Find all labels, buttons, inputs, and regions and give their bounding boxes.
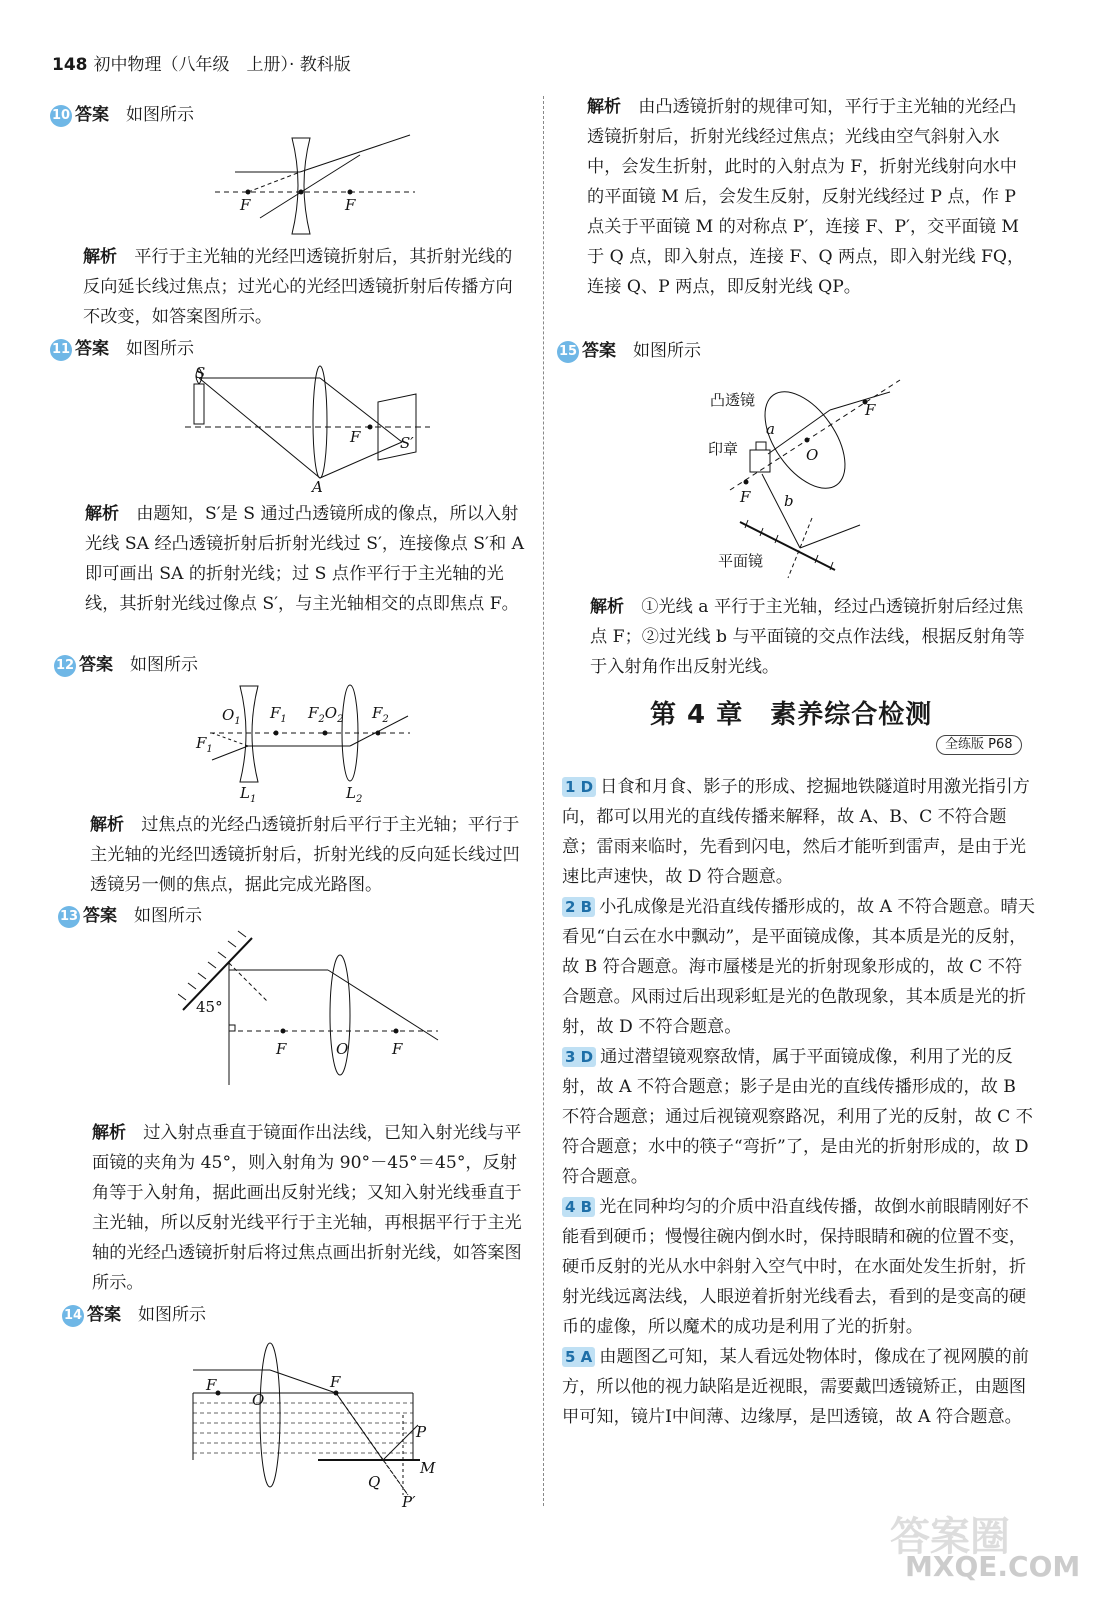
answer-label: 答案 bbox=[75, 339, 109, 359]
svg-text:F1 bbox=[269, 704, 287, 725]
svg-text:L2 bbox=[345, 784, 362, 805]
explanation-text: 过入射点垂直于镜面作出法线，已知入射光线与平面镜的夹角为 45°，则入射角为 90°－45°＝45°，反射角等于入射角，据此画出反射光线；又知入射光线垂直于主光轴，所以反射光线平行于主光轴，再根据平行于主光轴的光经凸透镜折射后将过焦点画出折射光线，如答案图所示。 bbox=[92, 1123, 522, 1293]
lens-center-label: O bbox=[324, 704, 338, 722]
list-item bbox=[562, 892, 1035, 1042]
focal-label: F bbox=[345, 196, 356, 214]
q13-explanation bbox=[92, 1118, 532, 1298]
answer-text: 如图所示 bbox=[134, 906, 202, 926]
focal-label: F bbox=[206, 1376, 217, 1394]
q11-answer bbox=[50, 334, 194, 361]
answer-text: 如图所示 bbox=[126, 105, 194, 125]
answer-text: 如图所示 bbox=[633, 341, 701, 361]
question-number: 15 bbox=[557, 341, 579, 363]
q14-diagram bbox=[188, 1335, 448, 1510]
explanation-text: 由凸透镜折射的规律可知，平行于主光轴的光经凸透镜折射后，折射光线经过焦点；光线由空气斜射入水中，会发生折射，此时的入射点为 F，折射光线射向水中的平面镜 M 后，会发生反射，反射光线经过 P 点，作 P 点关于平面镜 M 的对称点 P′，连接 F、P′，交平面镜 M 于 Q 点，即入射点，连接 F、Q 两点，即入射光线 FQ，连接 Q、P 两点，即反射光线 QP。 bbox=[587, 97, 1025, 297]
subscript: 2 bbox=[382, 714, 389, 725]
question-number: 13 bbox=[58, 906, 80, 928]
question-number: 12 bbox=[54, 655, 76, 677]
explanation-label: 解析 bbox=[92, 1123, 126, 1143]
point-label: P′ bbox=[402, 1493, 416, 1510]
subscript: 1 bbox=[234, 716, 241, 727]
angle-label: 45° bbox=[196, 998, 223, 1016]
item-text: 由题图乙可知，某人看远处物体时，像成在了视网膜的前方，所以他的视力缺陷是近视眼，需要戴凹透镜矫正，由题图甲可知，镜片Ⅰ中间薄、边缘厚，是凹透镜，故 A 符合题意。 bbox=[562, 1347, 1029, 1427]
image-label: S′ bbox=[400, 434, 414, 452]
subscript: 2 bbox=[318, 714, 325, 725]
svg-text:L1 bbox=[239, 784, 256, 805]
item-text: 小孔成像是光沿直线传播形成的，故 A 不符合题意。晴天看见“白云在水中飘动”，是平面镜成像，其本质是光的反射，故 B 符合题意。海市蜃楼是光的折射现象形成的，故 C 不符合题意。风雨过后出现彩虹是光的色散现象，其本质是光的折射，故 D 不符合题意。 bbox=[562, 897, 1035, 1037]
answer-text: 如图所示 bbox=[138, 1305, 206, 1325]
lens-label: L bbox=[240, 784, 250, 802]
lens-name-label: 凸透镜 bbox=[710, 391, 756, 409]
q12-diagram bbox=[190, 678, 420, 808]
focal-label: F bbox=[240, 196, 251, 214]
point-label: P bbox=[416, 1423, 427, 1441]
answer-tag: 2 B bbox=[562, 897, 595, 917]
watermark-logo: 答案圈 bbox=[890, 1514, 1010, 1560]
answer-label: 答案 bbox=[87, 1305, 121, 1325]
q15-explanation bbox=[590, 592, 1030, 682]
focal-label: F bbox=[740, 488, 751, 506]
ray-label: a bbox=[766, 420, 775, 438]
list-item bbox=[562, 1192, 1035, 1342]
lens-center-label: O bbox=[222, 706, 235, 724]
focal-label: F bbox=[372, 704, 383, 722]
list-item bbox=[562, 1042, 1035, 1192]
answer-text: 如图所示 bbox=[126, 339, 194, 359]
q10-explanation bbox=[83, 242, 523, 332]
page-header bbox=[52, 50, 351, 75]
answer-tag: 4 B bbox=[562, 1197, 595, 1217]
focal-label: F bbox=[865, 401, 876, 419]
point-label: A bbox=[312, 478, 323, 496]
q13-answer bbox=[58, 901, 202, 928]
focal-label: F bbox=[350, 428, 361, 446]
answer-list bbox=[562, 772, 1035, 1432]
q10-diagram bbox=[210, 130, 420, 240]
list-item bbox=[562, 1342, 1035, 1432]
mirror-label: M bbox=[420, 1459, 436, 1477]
lens-center-label: O bbox=[336, 1040, 349, 1058]
lens-center-label: O bbox=[806, 446, 819, 464]
explanation-text: 平行于主光轴的光经凹透镜折射后，其折射光线的反向延长线过焦点；过光心的光经凹透镜折射后传播方向不改变，如答案图所示。 bbox=[83, 247, 513, 327]
chapter-title: 第 4 章 素养综合检测 bbox=[650, 700, 933, 730]
answer-tag: 1 D bbox=[562, 777, 596, 797]
subscript: 2 bbox=[337, 714, 344, 725]
answer-tag: 5 A bbox=[562, 1347, 595, 1367]
stamp-label: 印章 bbox=[708, 440, 739, 458]
svg-text:F2O2 bbox=[307, 704, 343, 725]
question-number: 10 bbox=[50, 105, 72, 127]
q12-answer bbox=[54, 650, 198, 677]
q14-answer bbox=[62, 1300, 206, 1327]
source-label: S bbox=[195, 364, 206, 382]
subscript: 1 bbox=[280, 714, 287, 725]
q13-diagram bbox=[178, 930, 448, 1090]
q14-explanation bbox=[587, 92, 1030, 302]
svg-text:F1 bbox=[195, 734, 213, 755]
item-text: 日食和月食、影子的形成、挖掘地铁隧道时用激光指引方向，都可以用光的直线传播来解释，故 A、B、C 不符合题意；雷雨来临时，先看到闪电，然后才能听到雷声，是由于光速比声速快，故 D 符合题意。 bbox=[562, 777, 1030, 887]
q15-diagram bbox=[700, 370, 920, 580]
q11-explanation bbox=[85, 499, 525, 619]
explanation-label: 解析 bbox=[590, 597, 624, 617]
answer-label: 答案 bbox=[75, 105, 109, 125]
focal-label: F bbox=[330, 1373, 341, 1391]
item-text: 光在同种均匀的介质中沿直线传播，故倒水前眼睛刚好不能看到硬币；慢慢往碗内倒水时，保持眼睛和碗的位置不变，硬币反射的光从水中斜射入空气中时，在水面处发生折射，折射光线远离法线，人眼逆着折射光线看去，看到的是变高的硬币的虚像，所以魔术的成功是利用了光的折射。 bbox=[562, 1197, 1029, 1337]
explanation-label: 解析 bbox=[85, 504, 119, 524]
column-divider bbox=[543, 96, 544, 1506]
focal-label: F bbox=[196, 734, 207, 752]
explanation-label: 解析 bbox=[90, 815, 124, 835]
explanation-label: 解析 bbox=[83, 247, 117, 267]
reference-badge: 全练版 P68 bbox=[936, 735, 1022, 755]
explanation-text: 由题知，S′是 S 通过凸透镜所成的像点，所以入射光线 SA 经凸透镜折射后折射光线过 S′，连接像点 S′和 A 即可画出 SA 的折射光线；过 S 点作平行于主光轴的光线，其折射光线过像点 S′，与主光轴相交的点即焦点 F。 bbox=[85, 504, 525, 614]
focal-label: F bbox=[270, 704, 281, 722]
focal-label: F bbox=[276, 1040, 287, 1058]
point-label: Q bbox=[368, 1473, 381, 1491]
subscript: 1 bbox=[249, 794, 257, 805]
subscript: 2 bbox=[355, 794, 363, 805]
explanation-label: 解析 bbox=[587, 97, 621, 117]
q11-diagram bbox=[180, 362, 440, 497]
explanation-text: ①光线 a 平行于主光轴，经过凸透镜折射后经过焦点 F；②过光线 b 与平面镜的交点作法线，根据反射角等于入射角作出反射光线。 bbox=[590, 597, 1025, 677]
subscript: 1 bbox=[206, 744, 213, 755]
lens-label: L bbox=[346, 784, 356, 802]
answer-text: 如图所示 bbox=[130, 655, 198, 675]
book-title: 初中物理（八年级 上册）· 教科版 bbox=[93, 55, 351, 75]
question-number: 11 bbox=[50, 339, 72, 361]
mirror-name-label: 平面镜 bbox=[718, 552, 764, 570]
focal-label: F bbox=[308, 704, 319, 722]
answer-label: 答案 bbox=[83, 906, 117, 926]
focal-label: F bbox=[392, 1040, 403, 1058]
svg-text:O1 bbox=[222, 706, 241, 727]
answer-tag: 3 D bbox=[562, 1047, 596, 1067]
answer-label: 答案 bbox=[79, 655, 113, 675]
explanation-text: 过焦点的光经凸透镜折射后平行于主光轴；平行于主光轴的光经凹透镜折射后，折射光线的反向延长线过凹透镜另一侧的焦点，据此完成光路图。 bbox=[90, 815, 520, 895]
page-number: 148 bbox=[52, 55, 88, 75]
list-item bbox=[562, 772, 1035, 892]
watermark-url: MXQE.COM bbox=[905, 1550, 1081, 1583]
q12-explanation bbox=[90, 810, 530, 900]
svg-text:F2 bbox=[371, 704, 389, 725]
question-number: 14 bbox=[62, 1305, 84, 1327]
answer-label: 答案 bbox=[582, 341, 616, 361]
lens-center-label: O bbox=[252, 1391, 265, 1409]
q15-answer bbox=[557, 336, 701, 363]
ray-label: b bbox=[784, 492, 794, 510]
q10-answer bbox=[50, 100, 194, 127]
item-text: 通过潜望镜观察敌情，属于平面镜成像，利用了光的反射，故 A 不符合题意；影子是由光的直线传播形成的，故 B 不符合题意；通过后视镜观察路况，利用了光的反射，故 C 不符合题意；水中的筷子“弯折”了，是由光的折射形成的，故 D 符合题意。 bbox=[562, 1047, 1033, 1187]
